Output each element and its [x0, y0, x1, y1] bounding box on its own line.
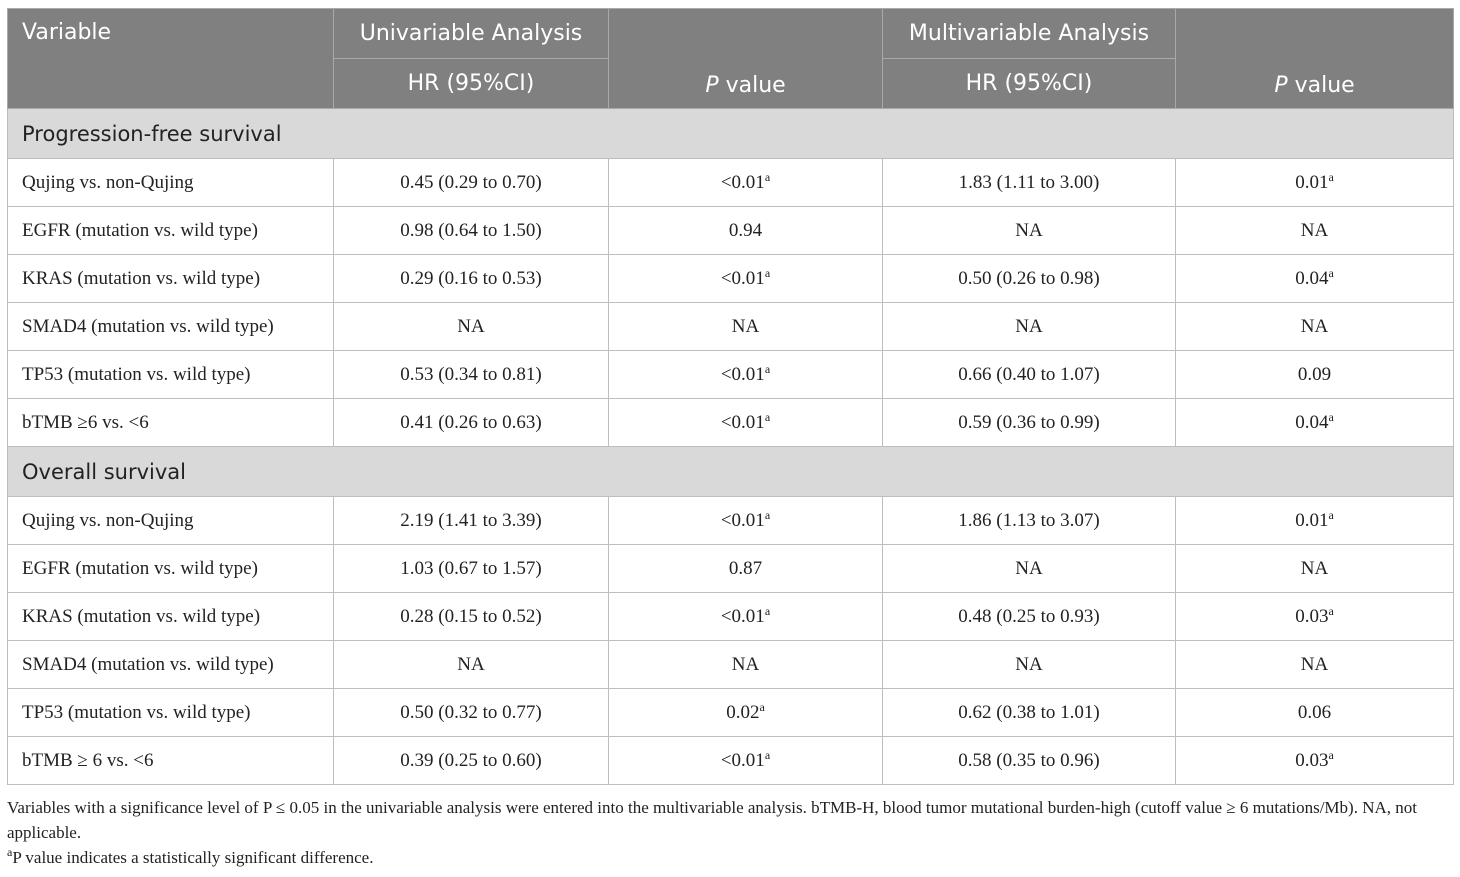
footnote-significance-text: P value indicates a statistically significant difference. [12, 848, 374, 867]
cell-uni-hr [334, 641, 609, 689]
cell-multi-p-text: 0.06 [1297, 701, 1332, 723]
table-row [8, 593, 1454, 641]
cell-multi-hr-text: 0.58 (0.35 to 0.96) [958, 749, 1100, 771]
cell-variable-text: EGFR (mutation vs. wild type) [22, 557, 258, 579]
cell-multi-hr [883, 737, 1176, 785]
cell-multi-hr [883, 641, 1176, 689]
cell-variable-text: SMAD4 (mutation vs. wild type) [22, 653, 274, 675]
cell-uni-hr-text: 2.19 (1.41 to 3.39) [400, 509, 542, 531]
cell-multi-hr-text: 1.83 (1.11 to 3.00) [958, 171, 1100, 193]
cell-variable [8, 497, 334, 545]
significance-marker: a [1328, 169, 1334, 184]
table-body [8, 109, 1454, 785]
cell-variable-text: KRAS (mutation vs. wild type) [22, 605, 261, 627]
cell-uni-p [609, 641, 883, 689]
cell-uni-p-text: <0.01 [720, 605, 765, 627]
significance-marker: a [764, 265, 771, 280]
cell-uni-p-text: 0.02 [726, 701, 760, 723]
cell-multi-hr-text: 1.86 (1.13 to 3.07) [958, 509, 1100, 531]
significance-marker: a [1328, 507, 1334, 522]
cell-multi-p [1176, 207, 1454, 255]
cell-multi-p-text: NA [1300, 315, 1329, 337]
cell-variable-text: SMAD4 (mutation vs. wild type) [22, 315, 274, 337]
cell-multi-p [1176, 593, 1454, 641]
cell-multi-hr [883, 351, 1176, 399]
cell-multi-hr-text: NA [1015, 315, 1043, 337]
cell-uni-hr [334, 497, 609, 545]
cell-multi-p-text: 0.01 [1295, 509, 1329, 531]
cell-uni-hr [334, 593, 609, 641]
cell-variable-text: EGFR (mutation vs. wild type) [22, 219, 258, 241]
cell-uni-p-text: <0.01 [720, 509, 765, 531]
significance-marker: a [764, 169, 771, 184]
cell-multi-p-text: 0.03 [1295, 749, 1329, 771]
cell-multi-hr-text: NA [1015, 653, 1043, 675]
cell-variable-text: TP53 (mutation vs. wild type) [22, 701, 251, 723]
cell-variable-text: KRAS (mutation vs. wild type) [22, 267, 261, 289]
results-table-container [7, 8, 1453, 785]
cell-multi-hr-text: 0.50 (0.26 to 0.98) [958, 267, 1100, 289]
header-multivariable: Multivariable Analysis [883, 9, 1176, 59]
cell-variable [8, 255, 334, 303]
header-uni-hr: HR (95%CI) [334, 59, 609, 109]
cell-uni-hr-text: 1.03 (0.67 to 1.57) [400, 557, 542, 579]
significance-marker: a [764, 361, 771, 376]
cell-uni-hr [334, 159, 609, 207]
cell-uni-hr [334, 689, 609, 737]
cell-uni-hr [334, 351, 609, 399]
cell-multi-p-text: NA [1300, 219, 1329, 241]
footnote-significance [7, 845, 1457, 870]
header-univariable: Univariable Analysis [334, 9, 609, 59]
cell-variable [8, 303, 334, 351]
cell-multi-p [1176, 399, 1454, 447]
table-row [8, 351, 1454, 399]
table-row [8, 303, 1454, 351]
table-row [8, 737, 1454, 785]
cell-uni-p [609, 737, 883, 785]
cell-multi-hr-text: 0.66 (0.40 to 1.07) [958, 363, 1100, 385]
footnote-general: Variables with a significance level of P ≤ 0.05 in the univariable analysis were entered into the multivariable analysis. bTMB-H, blood tumor mutational burden-high (cutoff value ≥ 6 mutations/Mb). NA, not applicable. [7, 798, 1417, 842]
cell-multi-hr [883, 303, 1176, 351]
cell-uni-hr-text: 0.28 (0.15 to 0.52) [400, 605, 542, 627]
cell-multi-p [1176, 159, 1454, 207]
cell-variable [8, 689, 334, 737]
header-multi-hr: HR (95%CI) [883, 59, 1176, 109]
cell-multi-p-text: NA [1300, 653, 1329, 675]
significance-marker: a [759, 699, 765, 714]
cell-multi-p [1176, 351, 1454, 399]
cell-uni-p [609, 255, 883, 303]
cell-multi-p [1176, 545, 1454, 593]
cell-uni-p [609, 351, 883, 399]
cell-multi-hr [883, 207, 1176, 255]
cell-uni-hr [334, 207, 609, 255]
cell-multi-p-text: 0.04 [1295, 411, 1329, 433]
section-title: Overall survival [8, 447, 1454, 497]
cell-multi-hr [883, 399, 1176, 447]
cell-multi-p-text: 0.09 [1297, 363, 1332, 385]
cell-multi-p [1176, 737, 1454, 785]
cell-variable [8, 399, 334, 447]
header-multi-p-value [1176, 9, 1454, 109]
cell-uni-p-text: <0.01 [720, 749, 765, 771]
cell-uni-hr-text: 0.39 (0.25 to 0.60) [400, 749, 542, 771]
cell-uni-p-text: <0.01 [720, 363, 765, 385]
cell-multi-hr-text: NA [1015, 219, 1043, 241]
cell-uni-hr [334, 737, 609, 785]
cell-variable [8, 641, 334, 689]
header-uni-p-word: value [718, 73, 786, 98]
significance-marker: a [764, 409, 771, 424]
section-title: Progression-free survival [8, 109, 1454, 159]
cell-variable [8, 159, 334, 207]
section-row [8, 447, 1454, 497]
cell-uni-p-text: <0.01 [720, 411, 765, 433]
cell-uni-hr-text: NA [457, 653, 485, 675]
cell-variable-text: Qujing vs. non-Qujing [22, 509, 194, 531]
cell-uni-hr [334, 303, 609, 351]
cell-variable [8, 545, 334, 593]
cell-uni-p [609, 545, 883, 593]
cell-uni-hr-text: 0.98 (0.64 to 1.50) [400, 219, 542, 241]
cell-multi-p [1176, 497, 1454, 545]
cox-regression-table [7, 8, 1454, 785]
cell-multi-p [1176, 303, 1454, 351]
cell-multi-p-text: 0.03 [1295, 605, 1329, 627]
header-uni-p-letter: P [705, 73, 719, 98]
cell-multi-hr [883, 689, 1176, 737]
cell-variable [8, 593, 334, 641]
section-row [8, 109, 1454, 159]
header-row-top [8, 9, 1454, 59]
table-row [8, 399, 1454, 447]
header-uni-p-value [609, 9, 883, 109]
cell-multi-hr [883, 497, 1176, 545]
significance-marker: a [764, 507, 771, 522]
table-row [8, 497, 1454, 545]
cell-multi-hr [883, 545, 1176, 593]
table-row [8, 159, 1454, 207]
cell-uni-p-text: 0.94 [728, 219, 763, 241]
significance-marker: a [1328, 603, 1334, 618]
significance-marker: a [764, 603, 771, 618]
cell-multi-p [1176, 689, 1454, 737]
table-footnotes [7, 795, 1457, 870]
header-multi-p-letter: P [1274, 73, 1288, 98]
cell-uni-p-text: NA [731, 315, 760, 337]
cell-uni-hr-text: 0.50 (0.32 to 0.77) [400, 701, 542, 723]
cell-uni-p [609, 593, 883, 641]
significance-marker: a [1328, 409, 1334, 424]
cell-uni-hr [334, 545, 609, 593]
significance-marker: a [1328, 265, 1334, 280]
cell-multi-hr [883, 255, 1176, 303]
cell-multi-p [1176, 641, 1454, 689]
cell-uni-p [609, 207, 883, 255]
cell-uni-p-text: 0.87 [728, 557, 763, 579]
cell-uni-hr-text: 0.41 (0.26 to 0.63) [400, 411, 542, 433]
cell-variable-text: bTMB ≥6 vs. <6 [22, 411, 149, 433]
cell-multi-hr-text: NA [1015, 557, 1043, 579]
header-variable: Variable [8, 9, 334, 109]
cell-multi-hr [883, 159, 1176, 207]
cell-uni-p [609, 303, 883, 351]
cell-variable [8, 207, 334, 255]
table-row [8, 689, 1454, 737]
cell-uni-p [609, 497, 883, 545]
cell-multi-hr-text: 0.48 (0.25 to 0.93) [958, 605, 1100, 627]
cell-variable [8, 737, 334, 785]
cell-uni-hr [334, 255, 609, 303]
header-multi-p-word: value [1287, 73, 1355, 98]
cell-uni-hr-text: 0.53 (0.34 to 0.81) [400, 363, 542, 385]
cell-multi-hr-text: 0.62 (0.38 to 1.01) [958, 701, 1100, 723]
table-row [8, 641, 1454, 689]
table-row [8, 207, 1454, 255]
cell-uni-p-text: <0.01 [720, 267, 765, 289]
cell-multi-p-text: 0.04 [1295, 267, 1329, 289]
cell-uni-hr [334, 399, 609, 447]
cell-multi-hr [883, 593, 1176, 641]
cell-uni-hr-text: 0.29 (0.16 to 0.53) [400, 267, 542, 289]
cell-uni-p [609, 399, 883, 447]
cell-uni-p [609, 159, 883, 207]
table-row [8, 255, 1454, 303]
cell-variable-text: TP53 (mutation vs. wild type) [22, 363, 251, 385]
cell-multi-p [1176, 255, 1454, 303]
table-row [8, 545, 1454, 593]
cell-uni-hr-text: NA [457, 315, 485, 337]
significance-marker: a [1328, 747, 1334, 762]
cell-multi-p-text: 0.01 [1295, 171, 1329, 193]
cell-multi-p-text: NA [1300, 557, 1329, 579]
cell-variable-text: bTMB ≥ 6 vs. <6 [22, 749, 154, 771]
cell-uni-p-text: NA [731, 653, 760, 675]
cell-multi-hr-text: 0.59 (0.36 to 0.99) [958, 411, 1100, 433]
cell-variable-text: Qujing vs. non-Qujing [22, 171, 194, 193]
cell-uni-p-text: <0.01 [720, 171, 765, 193]
footnote-marker: a [7, 845, 13, 859]
cell-variable [8, 351, 334, 399]
cell-uni-p [609, 689, 883, 737]
cell-uni-hr-text: 0.45 (0.29 to 0.70) [400, 171, 542, 193]
significance-marker: a [764, 747, 771, 762]
